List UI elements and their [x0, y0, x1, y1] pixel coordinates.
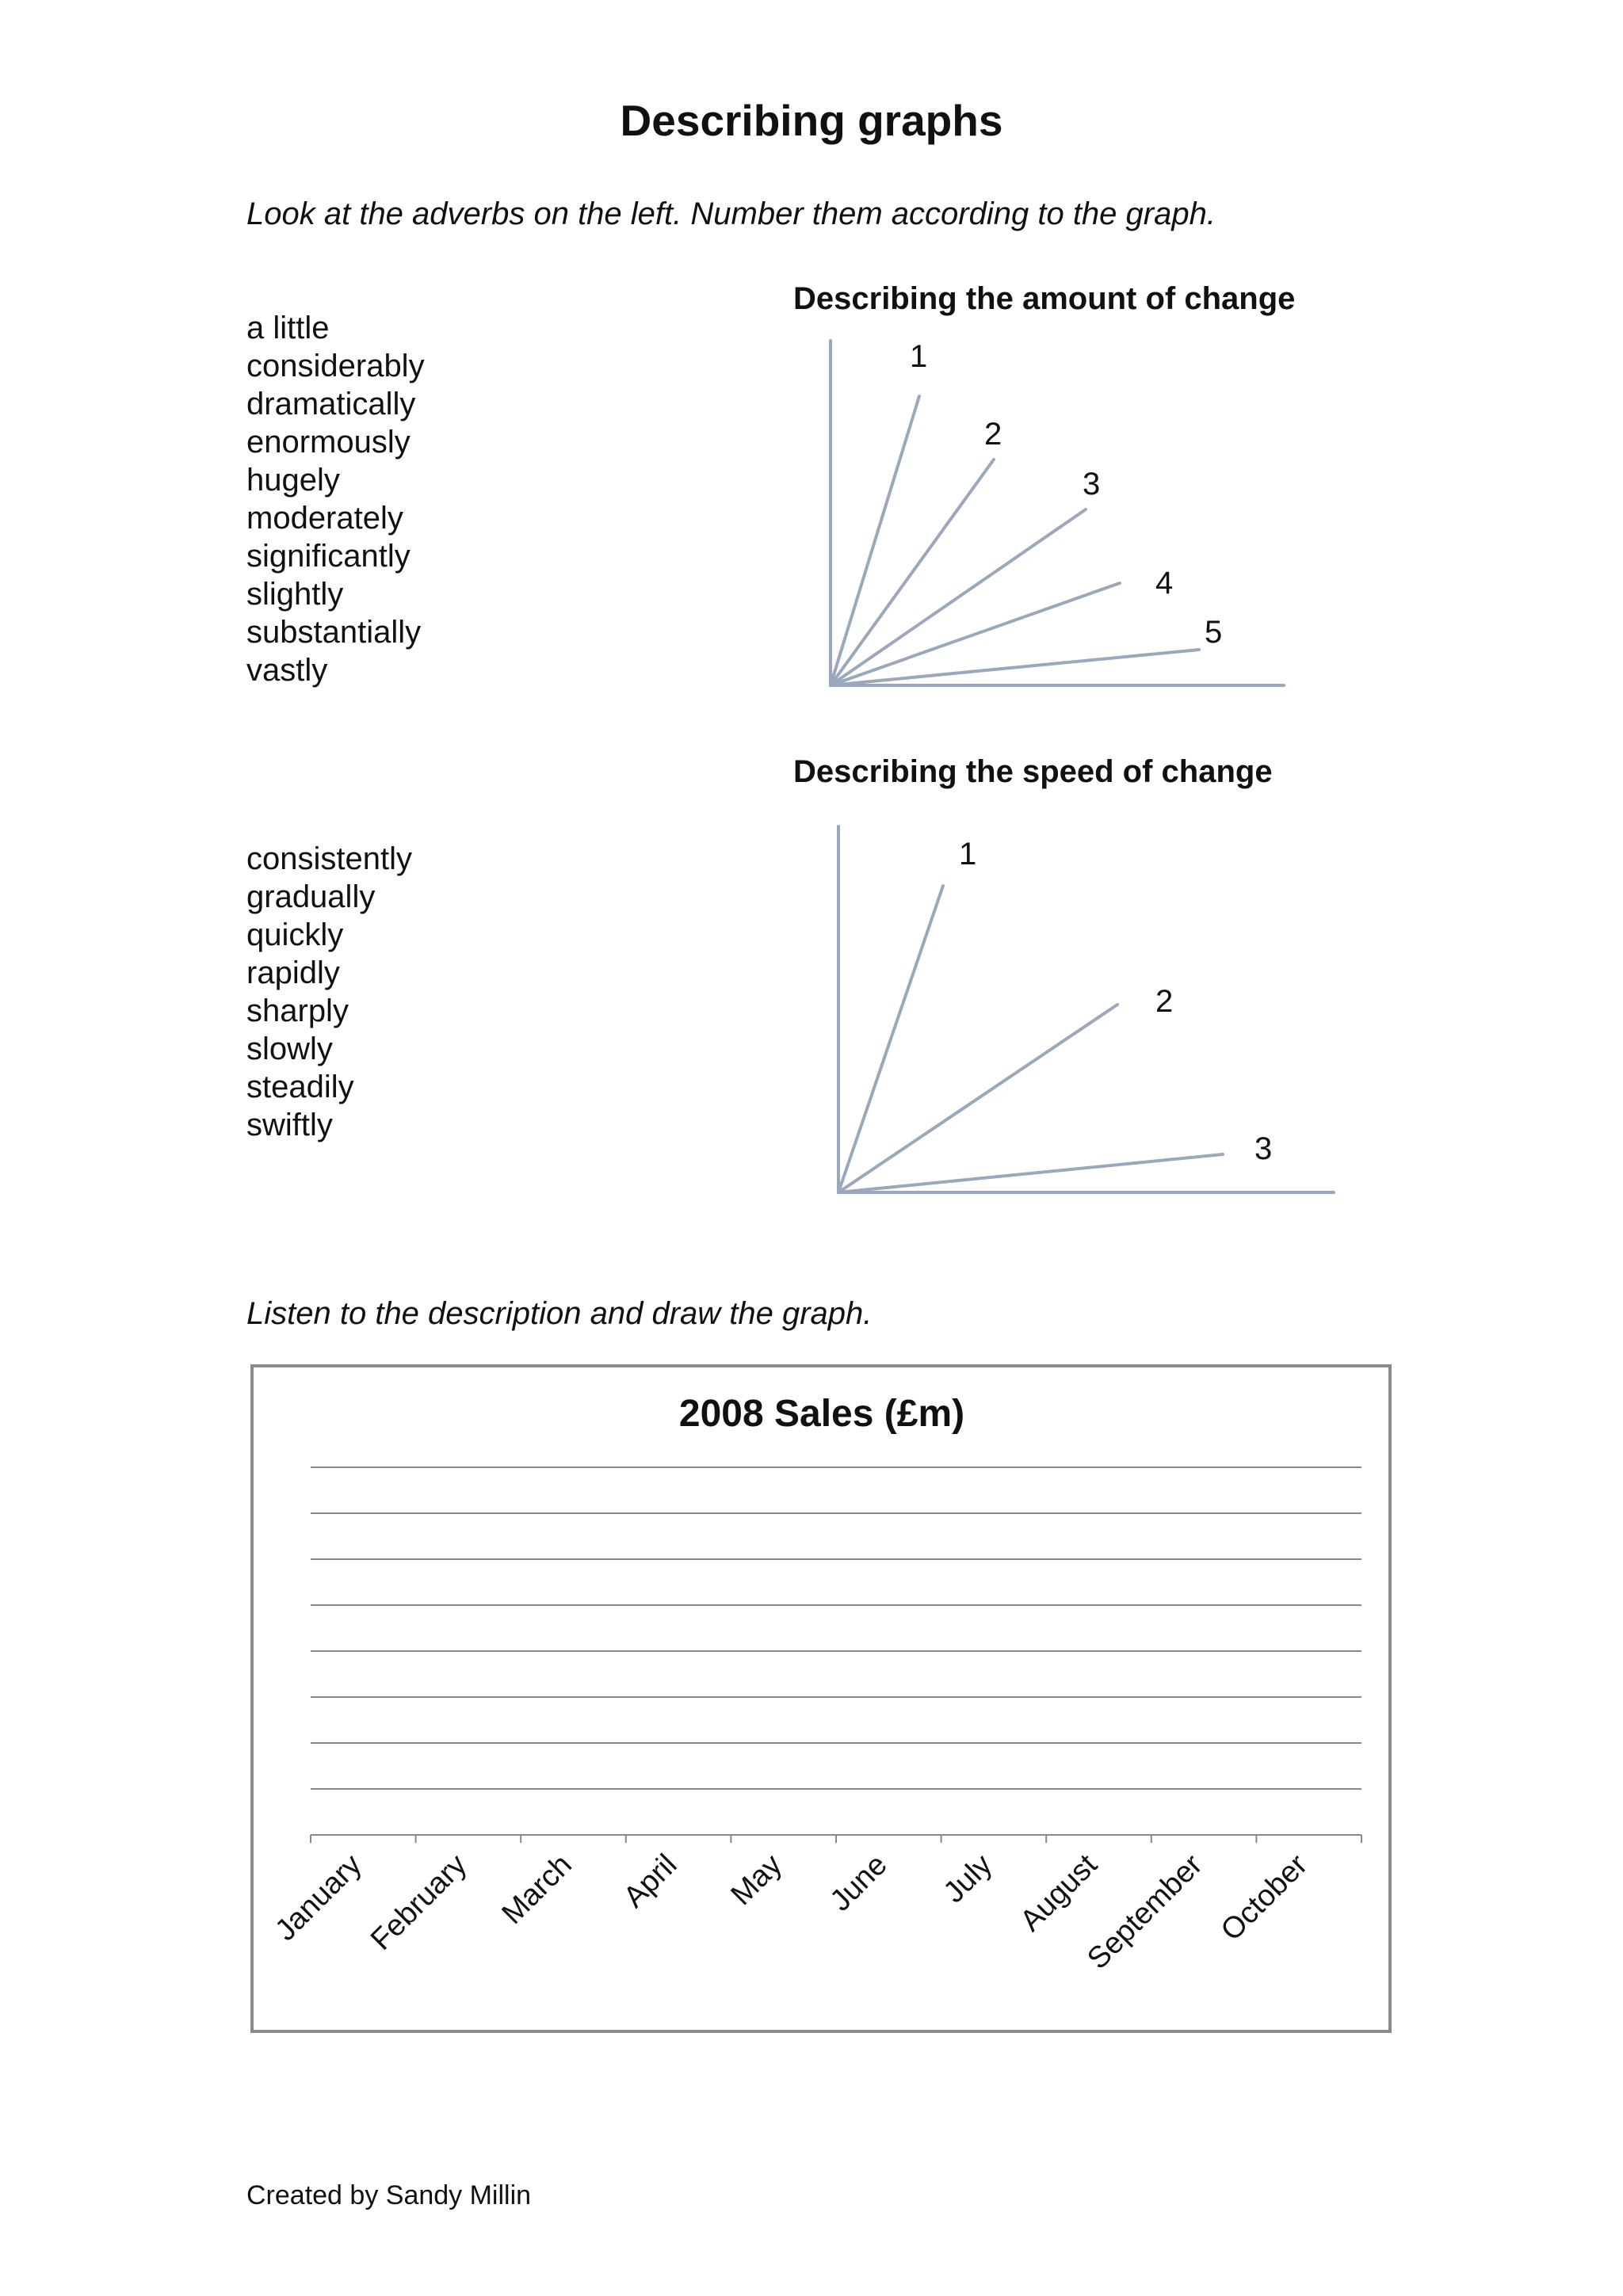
amount-label-4: 4: [1155, 566, 1174, 601]
amount-label-3: 3: [1083, 467, 1101, 502]
amount-label-1: 1: [910, 339, 928, 374]
amount-line-5: [831, 650, 1199, 685]
speed-heading: Describing the speed of change: [793, 754, 1273, 789]
list-item: hugely: [246, 463, 340, 498]
list-item: a little: [246, 311, 330, 345]
amount-label-5: 5: [1205, 615, 1223, 650]
speed-label-3: 3: [1254, 1131, 1273, 1166]
list-item: consistently: [246, 841, 412, 876]
instruction-number-adverbs: Look at the adverbs on the left. Number them according to the graph.: [246, 196, 1216, 231]
footer-credit: Created by Sandy Millin: [246, 2180, 532, 2210]
list-item: gradually: [246, 879, 376, 914]
list-item: steadily: [246, 1070, 354, 1104]
list-item: considerably: [246, 349, 425, 383]
list-item: swiftly: [246, 1108, 333, 1142]
x-tick-label: March: [495, 1848, 579, 1932]
amount-line-2: [831, 460, 994, 685]
speed-line-1: [838, 886, 943, 1192]
list-item: quickly: [246, 917, 344, 952]
speed-line-2: [838, 1005, 1117, 1192]
sales-chart: [250, 1364, 1393, 2035]
speed-adverb-list: [246, 840, 412, 1144]
amount-line-1: [831, 396, 919, 685]
sales-chart-title: 2008 Sales (£m): [678, 1393, 965, 1435]
x-tick-label: October: [1214, 1848, 1315, 1947]
sales-chart-frame: [252, 1366, 1390, 2031]
list-item: rapidly: [246, 955, 340, 990]
list-item: slightly: [246, 577, 344, 612]
x-tick-label: February: [365, 1848, 474, 1957]
list-item: enormously: [246, 425, 411, 460]
x-tick-label: January: [269, 1848, 369, 1947]
speed-label-1: 1: [959, 837, 977, 871]
x-tick-label: May: [724, 1848, 789, 1913]
instruction-listen-draw: Listen to the description and draw the graph.: [246, 1296, 873, 1331]
x-tick-label: April: [617, 1848, 684, 1915]
list-item: substantially: [246, 615, 422, 650]
amount-line-3: [831, 509, 1086, 685]
amount-heading: Describing the amount of change: [793, 281, 1296, 316]
speed-label-2: 2: [1155, 984, 1174, 1019]
x-tick-label: July: [937, 1848, 999, 1910]
x-tick-label: August: [1014, 1848, 1104, 1939]
list-item: significantly: [246, 539, 411, 574]
speed-line-3: [838, 1154, 1223, 1192]
x-tick-label: September: [1081, 1848, 1209, 1976]
list-item: sharply: [246, 994, 349, 1028]
page-title: Describing graphs: [620, 96, 1003, 145]
list-item: dramatically: [246, 387, 416, 421]
x-tick-label: June: [823, 1848, 894, 1918]
amount-label-2: 2: [984, 417, 1002, 452]
list-item: slowly: [246, 1032, 333, 1066]
list-item: vastly: [246, 653, 328, 688]
list-item: moderately: [246, 501, 403, 536]
